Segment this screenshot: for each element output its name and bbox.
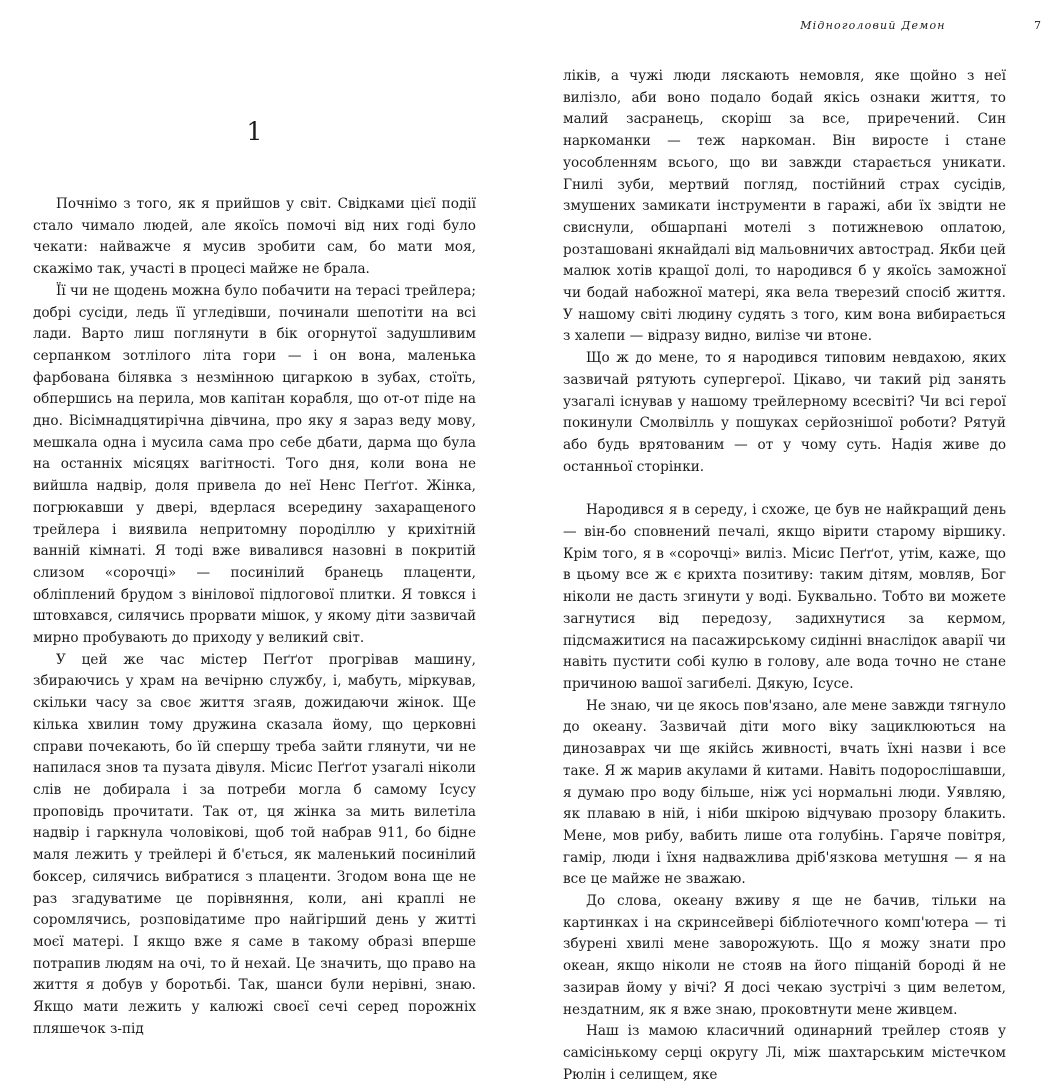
- paragraph: Її чи не щодень можна було побачити на терасі трейлера; добрі сусіди, ледь її угледівши, починали шепотіти на всі лади. Варто лиш поглянути в бік огорнутої задушливим серпанком зотлілого літа гори — і он вона, маленька фарбована білявка з незмінною цигаркою в зубах, стоїть, обпершись на перила, мов капітан корабля, що от-от піде на дно. Вісімнадцятирічна дівчина, про яку я зараз веду мову, мешкала одна і мусила сама про себе дбати, дарма що була на останніх місяцях вагітності. Того дня, коли вона не вийшла надвір, доля привела до неї Ненс Пеґґот. Жінка, погрюкавши у двері, вдерлася всередину захаращеного трейлера і виявила непритомну породіллю у крихітній ванній кімнаті. Я тоді вже вивалився назовні в покритій слизом «сорочці» — посинілий бранець плаценти, обліплений брудом з вінілової підлогової плитки. Я товкся і штовхався, силячись прорвати мішок, у якому діти зазвичай мирно пробувають до приходу у великий світ.: [33, 282, 476, 647]
- paragraph: Що ж до мене, то я народився типовим невдахою, яких зазвичай рятують супергерої. Цікаво, чи такий рід занять узагалі існував у нашому трейлерному всесвіті? Чи всі герої покинули Смолвілль у пошуках серйознішої роботи? Рятуй або будь врятованим — от у чому суть. Надія живе до останньої сторінки.: [563, 350, 1006, 475]
- page-number: 7: [1034, 19, 1041, 32]
- paragraph: Наш із мамою класичний одинарний трейлер стояв у самісінькому серці округу Лі, між шахтарським містечком Рюлін і селищем, яке: [563, 1023, 1006, 1083]
- paragraph: Народився я в середу, і схоже, це був не найкращий день — він-бо сповнений печалі, якщо вірити старому віршику. Крім того, я в «сорочці» виліз. Місис Пеґґот, утім, каже, що в цьому все ж є крихта позитиву: таким дітям, мовляв, Бог ніколи не дасть згинути у воді. Буквально. Тобто ви можете загнутися від передозу, задихнутися за кермом, підсмажитися на пасажирському сидінні внаслідок аварії чи навіть пустити собі кулю в голову, але вода точно не стане причиною вашої загибелі. Дякую, Ісусе.: [563, 502, 1006, 692]
- paragraph: Почнімо з того, як я прийшов у світ. Свідками цієї події стало чимало людей, але якоїсь помочі від них годі було чекати: найважче я мусив зробити сам, бо мати моя, скажімо так, участі в процесі майже не брала.: [33, 196, 476, 278]
- paragraph: У цей же час містер Пеґґот прогрівав машину, збираючись у храм на вечірню службу, і, мабуть, міркував, скільки часу за своє життя згаяв, дожидаючи жінок. Ще кілька хвилин тому дружина сказала йому, що церковні справи почекають, бо їй спершу треба зайти глянути, чи не напилася знов та пузата дівуля. Місис Пеґґот узагалі ніколи слів не добирала і за потреби могла б самому Ісусу проповідь прочитати. Так от, ця жінка за мить вилетіла надвір і гаркнула чоловікові, щоб той набрав 911, бо бідне маля лежить у трейлері й б'ється, як маленький посинілий боксер, силячись вибратися з плаценти. Згодом вона ще не раз згадуватиме це порівняння, коли, ані краплі не соромлячись, розповідатиме про найгірший день у житті моєї матері. І якщо вже я саме в такому образі вперше потрапив людям на очі, то й нехай. Це значить, що право на життя я добув у боротьбі. Так, шанси були нерівні, знаю. Якщо мати лежить у калюжі своєї сечі серед порожніх пляшечок з-під: [33, 651, 476, 1037]
- right-page: [531, 0, 1061, 1083]
- paragraph: ліків, а чужі люди ляскають немовля, яке щойно з неї вилізло, аби воно подало бодай якісь ознаки життя, то малий засранець, скоріш за все, приречений. Син наркоманки — теж наркоман. Він виросте і стане уособленням всього, що ви завжди старається уникати. Гнилі зуби, мертвий погляд, постійний страх сусідів, змушених замикати інструменти в гаражі, аби їх звідти не свиснули, обшарпані мотелі з потижневою оплатою, розташовані якнайдалі від мальовничих автострад. Якби цей малюк хотів кращої долі, то народився б у якоїсь заможної чи бодай набожної матері, яка вела тверезий спосіб життя. У нашому світі людину судять з того, ким вона вибирається з халепи — відразу видно, вилізе чи втоне.: [563, 68, 1006, 345]
- paragraph: До слова, океану вживу я ще не бачив, тільки на картинках і на скринсейвері бібліотечного комп'ютера — ті збурені хвилі мене заворожують. Що я можу знати про океан, якщо ніколи не стояв на його піщаній бороді й не зазирав йому у вічі? Я досі чекаю зустрічі з цим велетом, нездатним, як я вже знаю, проковтнути мене живцем.: [563, 893, 1006, 1018]
- paragraph: Не знаю, чи це якось пов'язано, але мене завжди тягнуло до океану. Зазвичай діти мого віку зациклюються на динозаврах чи ще якійсь живності, вчать їхні назви і все таке. Я ж марив акулами й китами. Навіть подорослішавши, я думаю про воду більше, ніж усі нормальні люди. Уявляю, як плаваю в ній, і ніби шкірою відчуваю прозору блакить. Мене, мов рибу, вабить лише ота голубінь. Гаряче повітря, гамір, люди і їхня надважлива дріб'язкова метушня — я на все це майже не зважаю.: [563, 697, 1006, 888]
- left-text-column: [33, 194, 476, 1040]
- left-page: [0, 0, 530, 1037]
- running-head: Мідноголовий Демон: [800, 19, 946, 32]
- right-text-column: [563, 66, 1006, 1086]
- chapter-number: 1: [246, 117, 263, 146]
